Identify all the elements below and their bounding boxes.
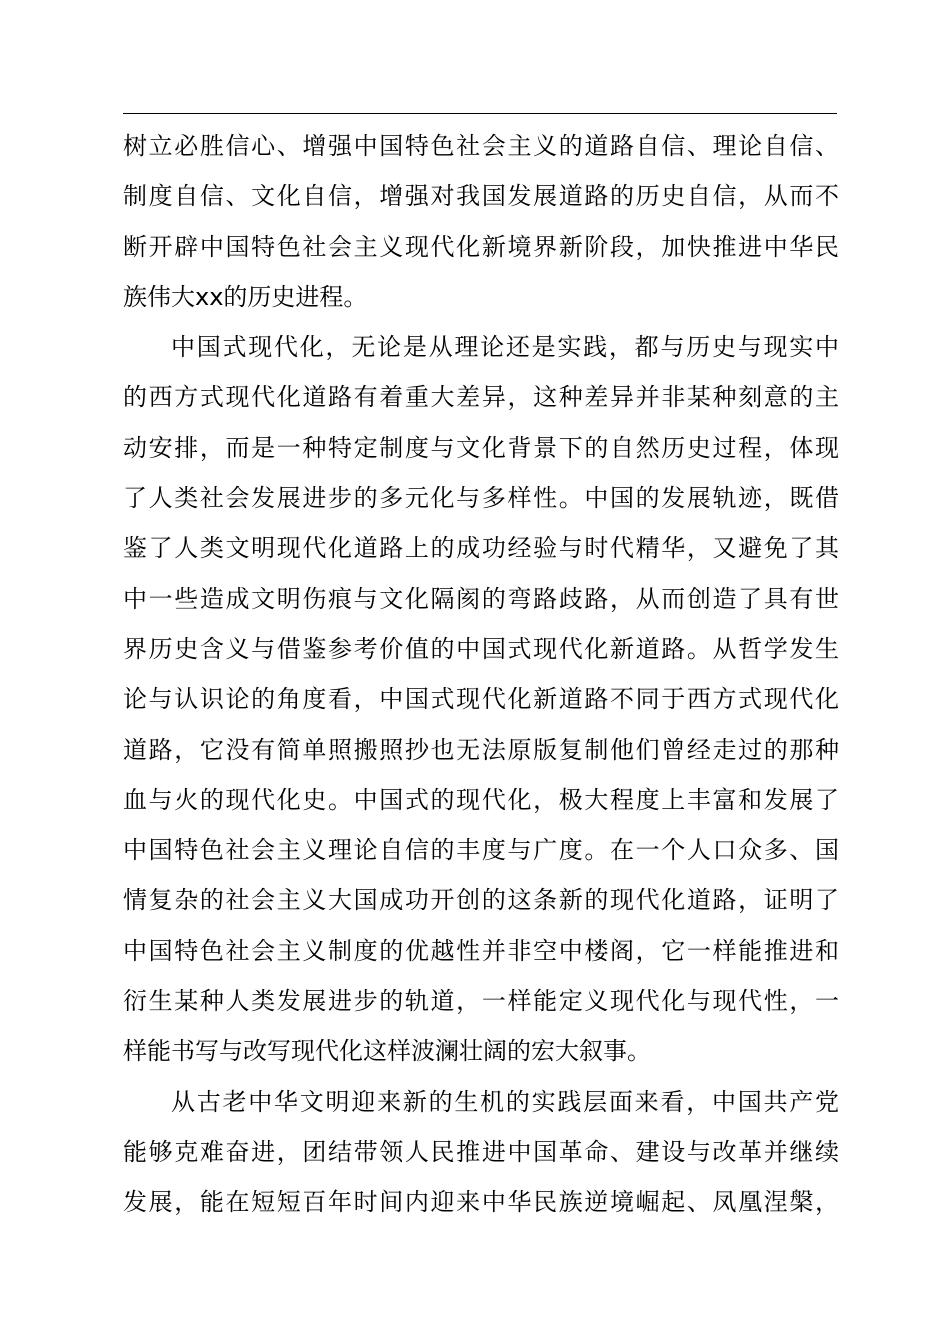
text-line: 制度自信、文化自信，增强对我国发展道路的历史自信，从而不	[123, 182, 839, 211]
text-line: 动安排，而是一种特定制度与文化背景下的自然历史过程，体现	[123, 433, 839, 462]
text-line: 衍生某种人类发展进步的轨道，一样能定义现代化与现代性，一	[123, 987, 839, 1016]
text-line: 论与认识论的角度看，中国式现代化新道路不同于西方式现代化	[123, 685, 839, 714]
text-line: 的西方式现代化道路有着重大差异，这种差异并非某种刻意的主	[123, 383, 839, 412]
text-line: 族伟大xx的历史进程。	[123, 282, 368, 311]
text-line: 中国式现代化，无论是从理论还是实践，都与历史与现实中	[171, 333, 839, 362]
text-line: 能够克难奋进，团结带领人民推进中国革命、建设与改革并继续	[123, 1137, 839, 1166]
text-line: 道路，它没有简单照搬照抄也无法原版复制他们曾经走过的那种	[123, 735, 839, 764]
text-line: 中国特色社会主义理论自信的丰度与广度。在一个人口众多、国	[123, 836, 839, 865]
text-line: 断开辟中国特色社会主义现代化新境界新阶段，加快推进中华民	[123, 232, 839, 261]
document-body	[123, 121, 839, 1228]
text-line: 样能书写与改写现代化这样波澜壮阔的宏大叙事。	[123, 1037, 651, 1066]
text-line: 界历史含义与借鉴参考价值的中国式现代化新道路。从哲学发生	[123, 634, 839, 663]
paragraph-1	[123, 121, 839, 322]
text-line: 了人类社会发展进步的多元化与多样性。中国的发展轨迹，既借	[123, 484, 839, 513]
text-line: 鉴了人类文明现代化道路上的成功经验与时代精华，又避免了其	[123, 534, 839, 563]
paragraph-3	[123, 1077, 839, 1228]
text-line: 中一些造成文明伤痕与文化隔阂的弯路歧路，从而创造了具有世	[123, 584, 839, 613]
header-rule	[123, 113, 837, 114]
text-line: 中国特色社会主义制度的优越性并非空中楼阁，它一样能推进和	[123, 936, 839, 965]
text-line: 情复杂的社会主义大国成功开创的这条新的现代化道路，证明了	[123, 886, 839, 915]
paragraph-2	[123, 322, 839, 1076]
text-line: 血与火的现代化史。中国式的现代化，极大程度上丰富和发展了	[123, 785, 839, 814]
text-line: 树立必胜信心、增强中国特色社会主义的道路自信、理论自信、	[123, 132, 839, 160]
text-line: 发展，能在短短百年时间内迎来中华民族逆境崛起、凤凰涅槃，	[123, 1188, 839, 1217]
text-line: 从古老中华文明迎来新的生机的实践层面来看，中国共产党	[171, 1087, 839, 1116]
